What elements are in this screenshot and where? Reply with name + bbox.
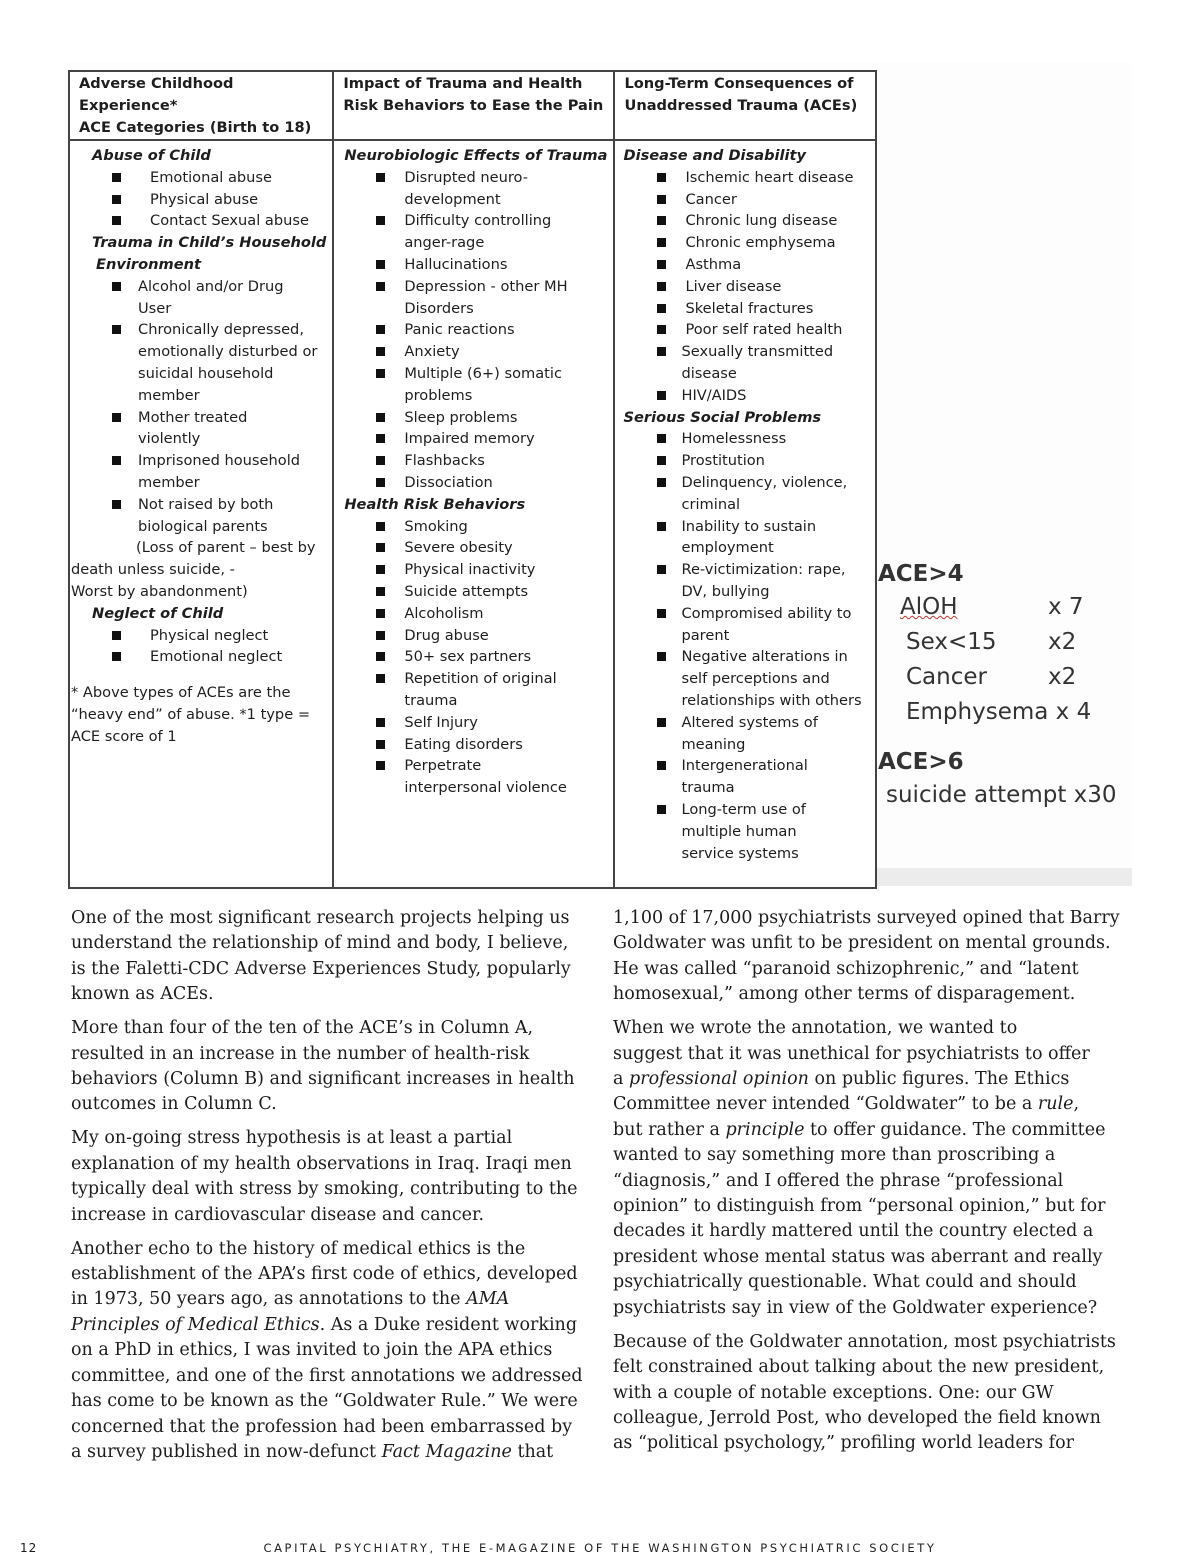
risk-label: Cancer (906, 664, 987, 690)
list-item: 50+ sex partners (342, 646, 607, 668)
text-line: that (511, 1441, 554, 1462)
list-item: Homelessness (623, 428, 869, 450)
bullet-square-icon (657, 260, 666, 269)
bullet-square-icon (376, 587, 385, 596)
list-item: Skeletal fractures (623, 298, 869, 320)
bullet-square-icon (376, 674, 385, 683)
bullet-square-icon (376, 282, 385, 291)
list-item: Chronic lung disease (623, 210, 869, 232)
text-lines: on a PhD in ethics, I was invited to join the APA ethics committee, and one of the first annotations we addressed has come to be known as the “Goldwater Rule.” We were concerned that the profession had been embarrassed by (71, 1340, 583, 1437)
list-item: Physical neglect (78, 625, 326, 647)
bullet-square-icon (657, 282, 666, 291)
paragraph: My on-going stress hypothesis is at least a partial explanation of my health observations in Iraq. Iraqi men typically deal with stress by smoking, contributing to the increase in cardiovascular disease and cancer. (71, 1128, 578, 1225)
italic-text: professional opinion (629, 1069, 809, 1090)
list-item: Imprisoned household member (78, 450, 326, 494)
list-item: Alcohol and/or Drug User (78, 276, 326, 320)
text-line: Committee never intended “Goldwater” to be a (613, 1094, 1038, 1115)
bullet-square-icon (376, 260, 385, 269)
magazine-footer: CAPITAL PSYCHIATRY, THE E-MAGAZINE OF THE WASHINGTON PSYCHIATRIC SOCIETY (263, 1541, 937, 1555)
bullet-square-icon (112, 500, 121, 509)
list-item: Ischemic heart disease (623, 167, 869, 189)
bullet-square-icon (657, 195, 666, 204)
bullet-square-icon (376, 652, 385, 661)
list-item: Delinquency, violence, criminal (623, 472, 869, 516)
bullet-square-icon (657, 522, 666, 531)
bullet-square-icon (376, 413, 385, 422)
ace-table (68, 70, 877, 889)
list-item: Difficulty controlling anger-rage (342, 210, 607, 254)
risk-row (878, 695, 1117, 730)
list-item: Severe obesity (342, 537, 607, 559)
list-item: Intergenerational trauma (623, 755, 869, 799)
col-b-header: Impact of Trauma and Health Risk Behaviors to Ease the Pain (333, 71, 614, 140)
bullet-square-icon (112, 413, 121, 422)
bullet-square-icon (376, 456, 385, 465)
risk-label: Emphysema x 4 (906, 699, 1092, 725)
bullet-square-icon (376, 216, 385, 225)
bullet-square-icon (657, 456, 666, 465)
list-item: Repetition of original trauma (342, 668, 607, 712)
bullet-square-icon (657, 304, 666, 313)
list-item: Perpetrate interpersonal violence (342, 755, 607, 799)
col-c-cell (614, 140, 876, 888)
bullet-square-icon (657, 238, 666, 247)
bullet-square-icon (376, 522, 385, 531)
list-item: Eating disorders (342, 734, 607, 756)
paragraph (71, 1237, 593, 1466)
italic-text: Principles of Medical Ethics (71, 1314, 320, 1335)
list-item: Self Injury (342, 712, 607, 734)
list-item: Emotional abuse (78, 167, 326, 189)
list-item: Long-term use of multiple human service systems (623, 799, 869, 864)
article-column-left (71, 906, 593, 1474)
bullet-square-icon (657, 805, 666, 814)
text-lines: wanted to say something more than proscribing a “diagnosis,” and I offered the phrase “professional opinion” to distinguish from “personal opinion,” but for decades it hardly mattered until the country elected a president whose mental status was aberrant and really psychiatrically questionable. What could and should psychiatrists say in view of the Goldwater experience? (613, 1145, 1106, 1318)
bullet-square-icon (376, 173, 385, 182)
bullet-square-icon (112, 282, 121, 291)
risk-row (878, 625, 1117, 660)
list-item: Dissociation (342, 472, 607, 494)
list-item: Physical abuse (78, 189, 326, 211)
bullet-square-icon (657, 478, 666, 487)
bullet-square-icon (376, 761, 385, 770)
section-heading: Trauma in Child’s Household (92, 234, 327, 252)
bullet-square-icon (376, 347, 385, 356)
paragraph: 1,100 of 17,000 psychiatrists surveyed opined that Barry Goldwater was unfit to be president on mental grounds. He was called “paranoid schizophrenic,” and “latent homosexual,” among other terms of disparagement. (613, 908, 1120, 1005)
list-item: Asthma (623, 254, 869, 276)
list-item: Poor self rated health (623, 319, 869, 341)
col-a-cell (69, 140, 333, 888)
bullet-square-icon (112, 652, 121, 661)
italic-text: AMA (466, 1289, 510, 1310)
list-item: HIV/AIDS (623, 385, 869, 407)
text-line: a survey published in now-defunct (71, 1441, 382, 1462)
bullet-square-icon (657, 652, 666, 661)
section-heading: Neglect of Child (92, 604, 224, 622)
ace-risk-callout (878, 558, 1117, 813)
risk-row (878, 590, 1117, 625)
text-line: (Loss of parent – best by (136, 539, 316, 557)
bullet-square-icon (112, 216, 121, 225)
list-item: Altered systems of meaning (623, 712, 869, 756)
bullet-square-icon (376, 718, 385, 727)
text-line: in 1973, 50 years ago, as annotations to the (71, 1289, 467, 1310)
list-item: Mother treated violently (78, 407, 326, 451)
text-line: to offer guidance. The committee (804, 1119, 1106, 1140)
text-line: suggest that it was unethical for psychiatrists to offer (613, 1043, 1090, 1064)
footnote: * Above types of ACEs are the “heavy end” of abuse. *1 type = ACE score of 1 (71, 684, 311, 745)
bullet-square-icon (657, 391, 666, 400)
text-line: death unless suicide, - Worst by abandonment) (71, 561, 248, 600)
article-column-right (613, 906, 1133, 1465)
bullet-square-icon (376, 631, 385, 640)
list-item: Contact Sexual abuse (78, 210, 326, 232)
text-line: a (613, 1069, 629, 1090)
section-heading: Disease and Disability (623, 147, 807, 164)
list-item: Chronically depressed, emotionally disturbed or suicidal household member (78, 319, 326, 406)
list-item: Negative alterations in self perceptions and relationships with others (623, 646, 869, 711)
bullet-square-icon (112, 456, 121, 465)
paragraph (613, 1016, 1133, 1321)
section-heading: Neurobiologic Effects of Trauma (344, 147, 608, 164)
col-b-cell (333, 140, 614, 888)
risk-row (878, 660, 1117, 695)
list-item: Inability to sustain employment (623, 516, 869, 560)
text-line: . As a Duke resident working (319, 1314, 578, 1335)
text-line: When we wrote the annotation, we wanted to (613, 1018, 1018, 1039)
list-item: Suicide attempts (342, 581, 607, 603)
list-item: Impaired memory (342, 428, 607, 450)
bullet-square-icon (376, 543, 385, 552)
list-item: Emotional neglect (78, 646, 326, 668)
list-item: Chronic emphysema (623, 232, 869, 254)
section-heading: Serious Social Problems (623, 408, 822, 426)
list-item: Disrupted neuro- development (342, 167, 607, 211)
list-item: Depression - other MH Disorders (342, 276, 607, 320)
ace-4-heading: ACE>4 (878, 561, 964, 587)
list-item: Re-victimization: rape, DV, bullying (623, 559, 869, 603)
list-item: Liver disease (623, 276, 869, 298)
text-line: on public figures. The Ethics (808, 1069, 1070, 1090)
bullet-square-icon (112, 195, 121, 204)
bullet-square-icon (657, 718, 666, 727)
section-heading: Health Risk Behaviors (344, 495, 526, 513)
paragraph: More than four of the ten of the ACE’s in Column A, resulted in an increase in the number of health-risk behaviors (Column B) and significant increases in health outcomes in Column C. (71, 1018, 575, 1115)
col-a-header: Adverse Childhood Experience* ACE Categories (Birth to 18) (69, 71, 333, 140)
list-item: Smoking (342, 516, 607, 538)
bullet-square-icon (112, 325, 121, 334)
paragraph: Because of the Goldwater annotation, most psychiatrists felt constrained about talking about the new president, with a couple of notable exceptions. One: our GW colleague, Jerrold Post, who developed the field known as “political psychology,” profiling world leaders for (613, 1331, 1116, 1454)
section-heading: Environment (96, 255, 201, 273)
bullet-square-icon (376, 740, 385, 749)
risk-multiplier: x2 (1048, 629, 1077, 655)
bullet-square-icon (657, 565, 666, 574)
risk-label: AlOH (900, 594, 958, 620)
list-item: Panic reactions (342, 319, 607, 341)
list-item: Anxiety (342, 341, 607, 363)
list-item: Alcoholism (342, 603, 607, 625)
list-item: Drug abuse (342, 625, 607, 647)
list-item: Multiple (6+) somatic problems (342, 363, 607, 407)
italic-text: Fact Magazine (381, 1441, 512, 1462)
suicide-attempt-line: suicide attempt x30 (886, 782, 1117, 808)
bullet-square-icon (112, 631, 121, 640)
list-item: Flashbacks (342, 450, 607, 472)
list-item: Hallucinations (342, 254, 607, 276)
bullet-square-icon (657, 216, 666, 225)
bullet-square-icon (657, 173, 666, 182)
bullet-square-icon (376, 369, 385, 378)
text-line: but rather a (613, 1119, 726, 1140)
bullet-square-icon (657, 434, 666, 443)
italic-text: rule (1037, 1094, 1074, 1115)
page-number: 12 (20, 1541, 38, 1555)
list-item: Cancer (623, 189, 869, 211)
risk-multiplier: x 7 (1048, 594, 1084, 620)
list-item: Compromised ability to parent (623, 603, 869, 647)
bullet-square-icon (376, 609, 385, 618)
bullet-square-icon (376, 434, 385, 443)
list-item: Sleep problems (342, 407, 607, 429)
col-c-header: Long-Term Consequences of Unaddressed Trauma (ACEs) (614, 71, 876, 140)
list-item: Not raised by both biological parents (78, 494, 326, 538)
risk-label: Sex<15 (906, 629, 997, 655)
list-item: Prostitution (623, 450, 869, 472)
bullet-square-icon (657, 609, 666, 618)
text-line: , (1073, 1094, 1080, 1115)
bullet-square-icon (112, 173, 121, 182)
text-line: Another echo to the history of medical ethics is the (71, 1238, 526, 1259)
figure-shadow (846, 868, 1132, 886)
italic-text: principle (725, 1119, 805, 1140)
list-item: Sexually transmitted disease (623, 341, 869, 385)
list-item: Physical inactivity (342, 559, 607, 581)
section-heading: Abuse of Child (92, 147, 211, 164)
bullet-square-icon (657, 347, 666, 356)
paragraph: One of the most significant research projects helping us understand the relationship of mind and body, I believe, is the Faletti-CDC Adverse Experiences Study, popularly known as ACEs. (71, 908, 571, 1005)
bullet-square-icon (376, 325, 385, 334)
risk-multiplier: x2 (1048, 664, 1077, 690)
bullet-square-icon (376, 565, 385, 574)
bullet-square-icon (657, 761, 666, 770)
text-line: establishment of the APA’s first code of ethics, developed (71, 1264, 578, 1285)
bullet-square-icon (376, 478, 385, 487)
bullet-square-icon (657, 325, 666, 334)
ace-6-heading: ACE>6 (878, 749, 964, 775)
